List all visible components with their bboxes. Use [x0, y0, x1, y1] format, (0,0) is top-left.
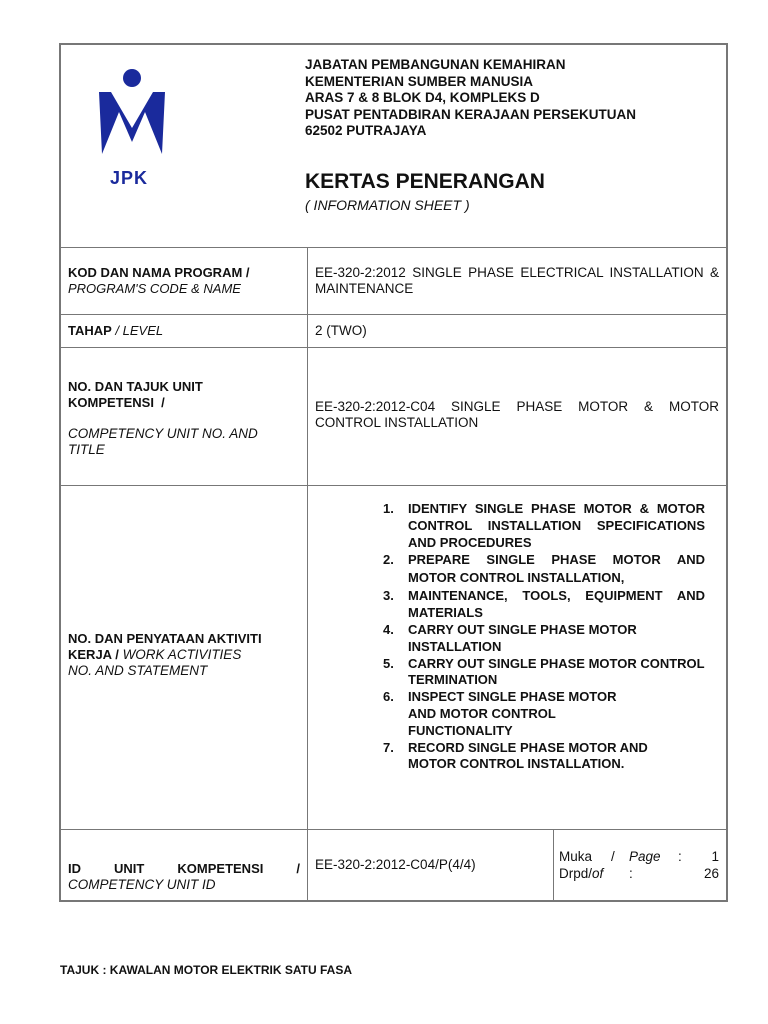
list-item	[383, 740, 705, 774]
row-divider	[60, 829, 727, 830]
unit-id-label-bold: ID UNIT KOMPETENSI /	[68, 861, 300, 876]
page-number: 1	[711, 849, 719, 864]
unit-id-label	[68, 861, 300, 893]
page-label-italic: Page	[629, 849, 661, 864]
activities-label-italic-2: NO. AND STATEMENT	[68, 663, 208, 678]
list-item-text: INSPECT SINGLE PHASE MOTOR AND MOTOR CONTROL FUNCTIONALITY	[408, 689, 617, 738]
address-line: ARAS 7 & 8 BLOK D4, KOMPLEKS D	[305, 90, 540, 105]
unit-label-italic-2: TITLE	[68, 442, 105, 457]
row-divider	[60, 485, 727, 486]
list-item	[383, 501, 705, 551]
list-item-number: 2.	[383, 552, 394, 568]
list-item	[383, 551, 705, 587]
unit-value: EE-320-2:2012-C04 SINGLE PHASE MOTOR & MOTOR CONTROL INSTALLATION	[315, 399, 719, 430]
list-item-number: 3.	[383, 588, 394, 604]
list-item	[383, 689, 705, 739]
list-item-text: RECORD SINGLE PHASE MOTOR AND MOTOR CONTROL INSTALLATION.	[408, 739, 648, 772]
level-label-italic: / LEVEL	[111, 323, 164, 338]
activities-list	[383, 501, 705, 773]
list-item-text: CARRY OUT SINGLE PHASE MOTOR CONTROL TERMINATION	[408, 655, 705, 688]
list-item	[383, 656, 705, 690]
level-label-bold: TAHAP	[68, 323, 112, 338]
page-colon: :	[678, 849, 682, 864]
program-label	[68, 265, 300, 297]
row-divider	[60, 347, 727, 348]
header-address	[305, 57, 636, 140]
list-item-text: CARRY OUT SINGLE PHASE MOTOR INSTALLATION	[408, 621, 637, 654]
list-item-number: 4.	[383, 621, 394, 637]
page-info	[559, 848, 719, 884]
level-label	[68, 323, 163, 339]
page-separator: /	[611, 849, 615, 864]
of-colon: :	[629, 866, 633, 881]
logo-text: JPK	[110, 168, 149, 188]
address-line: KEMENTERIAN SUMBER MANUSIA	[305, 73, 534, 89]
activities-label-italic-1: WORK ACTIVITIES	[118, 647, 242, 662]
program-value: EE-320-2:2012 SINGLE PHASE ELECTRICAL INSTALLATION & MAINTENANCE	[315, 265, 719, 296]
unit-id-value: EE-320-2:2012-C04/P(4/4)	[315, 857, 476, 872]
list-item	[383, 622, 705, 656]
column-divider	[553, 829, 554, 901]
unit-id-label-italic: COMPETENCY UNIT ID	[68, 877, 216, 892]
list-item-text: PREPARE SINGLE PHASE MOTOR AND MOTOR CONTROL INSTALLATION,	[408, 552, 705, 586]
page-label: Muka	[559, 849, 593, 864]
document-subtitle: ( INFORMATION SHEET )	[305, 197, 470, 213]
of-label	[559, 865, 603, 882]
unit-label-italic-1: COMPETENCY UNIT NO. AND	[68, 426, 258, 441]
of-label-text: Drpd/	[559, 866, 593, 881]
of-label-italic: of	[592, 866, 604, 881]
document-title: KERTAS PENERANGAN	[305, 170, 545, 193]
address-line: 62502 PUTRAJAYA	[305, 123, 427, 138]
jpk-logo-mark-icon	[96, 66, 170, 166]
list-item-number: 7.	[383, 739, 394, 755]
list-item-text: IDENTIFY SINGLE PHASE MOTOR & MOTOR CONTROL INSTALLATION SPECIFICATIONS AND PROCEDURES	[408, 501, 705, 550]
column-divider	[307, 247, 308, 901]
list-item-number: 6.	[383, 689, 394, 705]
unit-label	[68, 379, 300, 458]
list-item-number: 5.	[383, 655, 394, 671]
address-line: JABATAN PEMBANGUNAN KEMAHIRAN	[305, 57, 566, 72]
row-divider	[60, 247, 727, 248]
jpk-logo	[96, 66, 170, 196]
document-footer: TAJUK : KAWALAN MOTOR ELEKTRIK SATU FASA	[60, 963, 352, 977]
activities-label-bold-2: KERJA /	[68, 647, 119, 662]
address-line: PUSAT PENTADBIRAN KERAJAAN PERSEKUTUAN	[305, 106, 637, 122]
list-item-text: MAINTENANCE, TOOLS, EQUIPMENT AND MATERIALS	[408, 588, 705, 621]
unit-label-bold-2: KOMPETENSI /	[68, 395, 165, 410]
total-pages: 26	[703, 866, 719, 881]
program-label-italic: PROGRAM'S CODE & NAME	[68, 281, 241, 296]
unit-label-bold-1: NO. DAN TAJUK UNIT	[68, 379, 203, 394]
activities-label-bold-1: NO. DAN PENYATAAN AKTIVITI	[68, 631, 262, 646]
row-divider	[60, 314, 727, 315]
program-label-bold: KOD DAN NAMA PROGRAM /	[68, 265, 250, 280]
level-value: 2 (TWO)	[315, 323, 367, 338]
activities-label	[68, 631, 304, 679]
list-item	[383, 588, 705, 622]
list-item-number: 1.	[383, 501, 394, 516]
